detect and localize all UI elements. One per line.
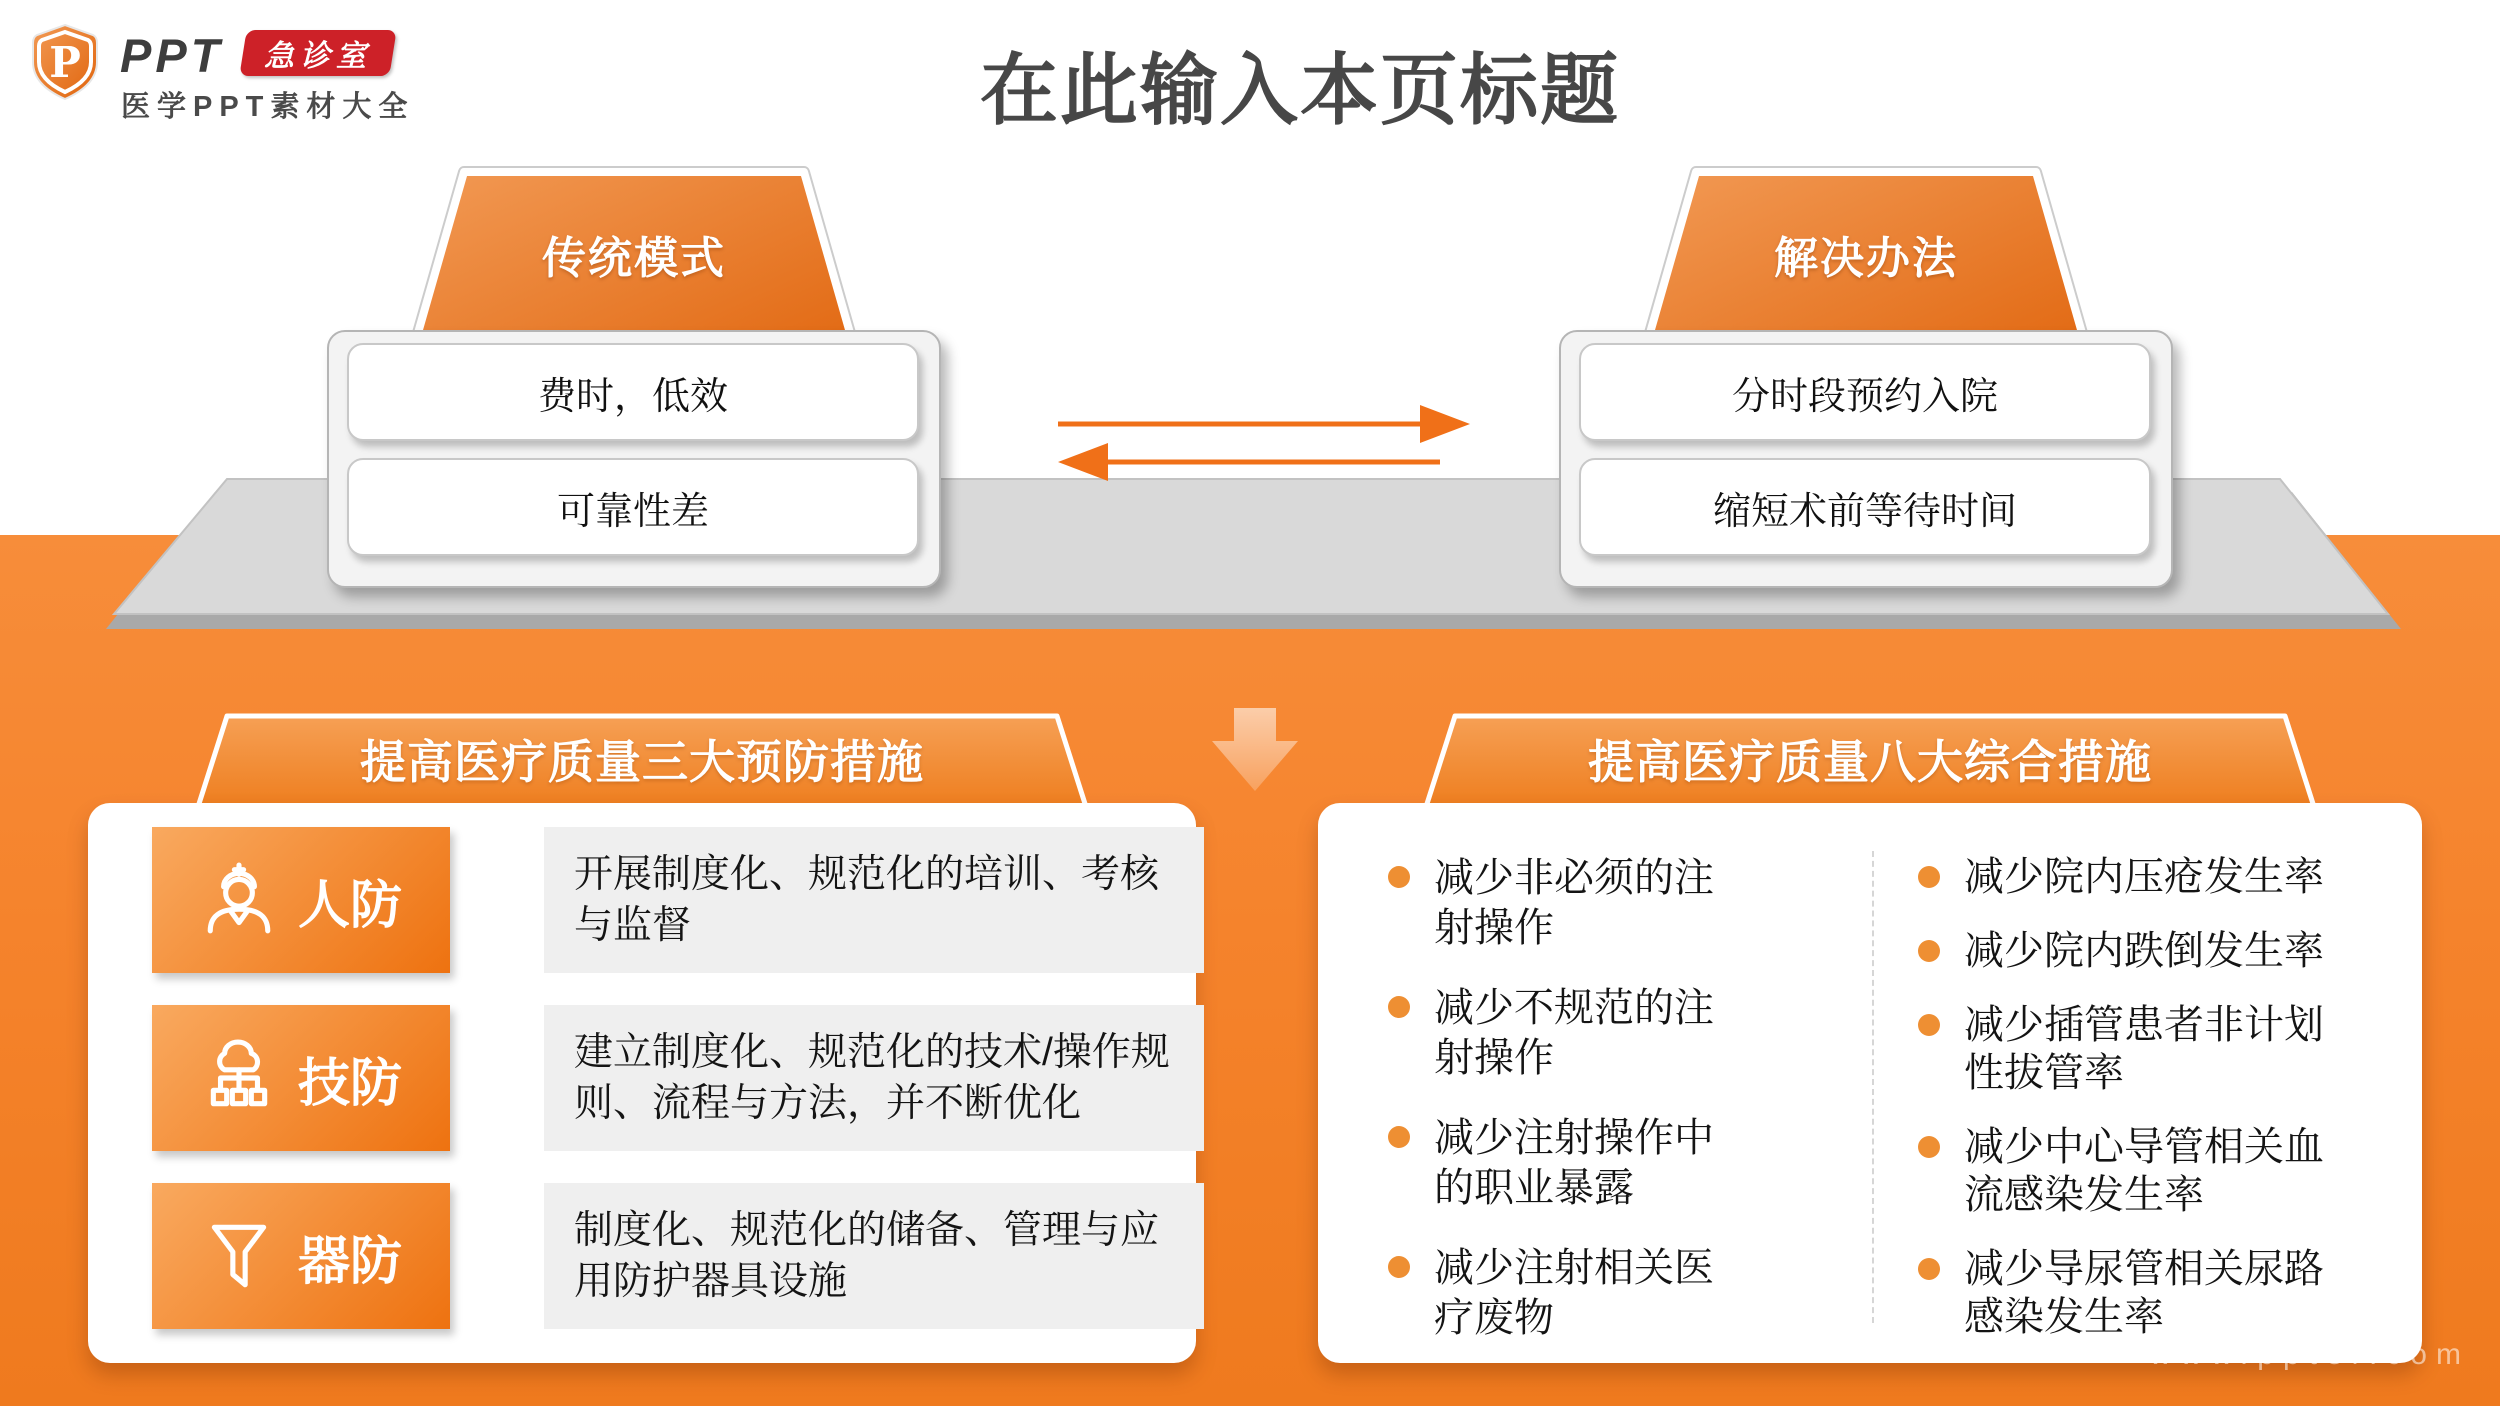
measure-row-renfang (152, 827, 1160, 973)
measure-description: 制度化、规范化的储备、管理与应用防护器具设施 (544, 1183, 1204, 1329)
bullet-item: 减少非必须的注射操作 (1388, 853, 1738, 953)
bullet-dot-icon (1918, 1258, 1940, 1280)
right-podium-panel (1559, 330, 2173, 588)
bullet-column-2 (1918, 853, 2358, 1367)
nurse-icon (200, 861, 278, 939)
bullet-item: 减少注射操作中的职业暴露 (1388, 1113, 1738, 1213)
bullet-item: 减少导尿管相关尿路感染发生率 (1918, 1245, 2358, 1341)
down-arrow-icon (1200, 703, 1310, 798)
right-measures-panel (1318, 803, 2422, 1363)
bullet-dot-icon (1388, 1126, 1410, 1148)
bullet-dot-icon (1388, 866, 1410, 888)
left-podium-item: 费时，低效 (347, 343, 919, 441)
page-title: 在此输入本页标题 (979, 46, 1620, 134)
right-podium-item: 缩短术前等待时间 (1579, 458, 2151, 556)
brand-badge (239, 30, 396, 76)
left-measures-panel (88, 803, 1196, 1363)
bullet-item: 减少插管患者非计划性拔管率 (1918, 1001, 2358, 1097)
measure-description: 建立制度化、规范化的技术/操作规则、流程与方法，并不断优化 (544, 1005, 1204, 1151)
brand-subtitle: 医学PPT素材大全 (121, 91, 415, 123)
left-measures-title: 提高医疗质量三大预防措施 (360, 736, 924, 788)
left-podium-title: 传统模式 (542, 234, 726, 283)
svg-text:P: P (49, 38, 81, 87)
bullet-item: 减少院内压疮发生率 (1918, 853, 2358, 901)
right-measures-title: 提高医疗质量八大综合措施 (1588, 736, 2152, 788)
measure-label: 器防 (297, 1232, 402, 1291)
right-podium-item: 分时段预约入院 (1579, 343, 2151, 441)
measure-icon-box (152, 1183, 450, 1329)
measure-description: 开展制度化、规范化的培训、考核与监督 (544, 827, 1204, 973)
watermark: www.ppter.com (2149, 1338, 2470, 1371)
bullet-dot-icon (1918, 1014, 1940, 1036)
exchange-arrows-icon (1020, 390, 1500, 500)
brand-badge-label: 急诊室 (264, 40, 372, 73)
bullet-item: 减少注射相关医疗废物 (1388, 1243, 1738, 1343)
bullet-dot-icon (1918, 940, 1940, 962)
bullet-item: 减少院内跌倒发生率 (1918, 927, 2358, 975)
column-divider (1872, 851, 1874, 1323)
bullet-column-1 (1388, 853, 1738, 1373)
right-podium-title: 解决办法 (1774, 234, 1958, 283)
measure-row-qifang (152, 1183, 1160, 1329)
brand-shield-icon (30, 22, 100, 102)
measure-label: 人防 (297, 876, 402, 935)
bullet-item: 减少中心导管相关血流感染发生率 (1918, 1123, 2358, 1219)
bullet-dot-icon (1388, 996, 1410, 1018)
bullet-dot-icon (1388, 1256, 1410, 1278)
measure-icon-box (152, 1005, 450, 1151)
left-podium-panel (327, 330, 941, 588)
measure-row-jifang (152, 1005, 1170, 1151)
bullet-dot-icon (1918, 1136, 1940, 1158)
measure-label: 技防 (297, 1054, 402, 1113)
bullet-item: 减少不规范的注射操作 (1388, 983, 1738, 1083)
measure-icon-box (152, 827, 450, 973)
bullet-dot-icon (1918, 866, 1940, 888)
brand-name: PPT (120, 29, 224, 82)
network-icon (200, 1039, 278, 1117)
funnel-icon (200, 1217, 278, 1295)
left-podium-item: 可靠性差 (347, 458, 919, 556)
